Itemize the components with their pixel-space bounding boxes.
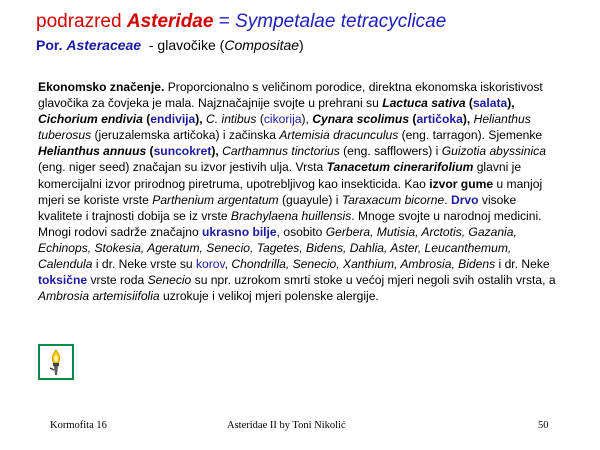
- highlight-term: ukrasno bilje: [202, 224, 277, 239]
- body-text-segment: su npr. uzrokom smrti stoke u većoj mjeri negoli svih ostalih vrsta, a: [191, 273, 556, 288]
- bold-text: izvor gume: [429, 176, 494, 191]
- taxon-name: Lactuca sativa: [382, 96, 466, 111]
- slide-subtitle: [36, 36, 304, 54]
- bold-text: Ekonomsko značenje.: [38, 80, 165, 94]
- bold-text: ),: [211, 144, 219, 159]
- body-text-segment: (guayule) i: [278, 192, 342, 207]
- highlight-term: Drvo: [450, 192, 479, 207]
- subtitle-common-name: - glavočike (: [148, 37, 225, 53]
- body-text-segment: .: [444, 192, 451, 207]
- taxon-name: Tanacetum cinerarifolium: [326, 160, 474, 175]
- slide-title: [36, 11, 446, 33]
- subtitle-rank: Por.: [36, 37, 63, 53]
- body-text-segment: i dr. Neke: [495, 257, 550, 272]
- highlight-term: suncokret: [153, 144, 212, 159]
- taxon-name: Chondrilla, Senecio, Xanthium, Ambrosia, Bidens: [231, 257, 496, 272]
- taxon-name: Ambrosia artemisiifolia: [38, 289, 160, 304]
- body-text-segment: (eng. niger seed) značajan su izvor jestivih ulja. Vrsta: [38, 160, 327, 175]
- taxon-name: Guizotia abyssinica: [441, 144, 546, 159]
- taxon-name: Senecio: [147, 273, 192, 288]
- taxon-name: Gerbera, Mutisia, Arctotis, Gazania, Echinops, Stokesia, Ageratum, Senecio, Tagetes, Bidens, Dahlia, Aster, Leucanthemum, Calendula: [38, 224, 517, 272]
- body-text-segment: visoke kvalitete i trajnosti dobija se iz vrste: [38, 192, 517, 223]
- body-text-segment: (jeruzalemska artičoka) i začinska: [91, 128, 280, 143]
- bold-text: ),: [507, 96, 515, 111]
- taxon-name: Cynara scolimus: [312, 112, 410, 127]
- body-text-segment: ,: [224, 257, 232, 272]
- body-text-segment: (eng. tarragon). Sjemenke: [398, 128, 543, 143]
- body-text-segment: vrste roda: [87, 273, 148, 288]
- title-equals: =: [213, 11, 236, 32]
- bold-text: ),: [195, 112, 203, 127]
- body-text-segment: uzrokuje i velikoj mjeri polenske alergije.: [159, 289, 379, 304]
- taxon-name: Helianthus annuus: [38, 144, 147, 159]
- taxon-name: Artemisia dracunculus: [279, 128, 399, 143]
- taxon-name: Parthenium argentatum: [152, 192, 279, 207]
- bold-text: ),: [462, 112, 471, 127]
- taxon-name: C. intibus: [206, 112, 257, 127]
- bold-text: (: [146, 144, 154, 159]
- footer-course: Kormofita 16: [50, 420, 107, 431]
- body-text-segment: . Mnoge svojte u narodnoj medicini. Mnogi rodovi sadrže značajno: [38, 208, 542, 239]
- body-text-segment: glavni je komercijalni izvor prirodnog piretruma, upotrebljivog kao insekticida. Kao: [38, 160, 522, 191]
- nav-button[interactable]: [38, 344, 74, 380]
- title-synonym: Sympetalae tetracyclicae: [235, 11, 447, 32]
- highlight-term: salata: [472, 96, 508, 111]
- body-paragraph: [38, 79, 562, 304]
- taxon-name: Brachylaena huillensis: [230, 208, 352, 223]
- subtitle-close: ): [299, 37, 304, 53]
- body-text-segment: i dr. Neke vrste su: [92, 257, 196, 272]
- body-text-segment: (: [256, 112, 264, 127]
- title-rank: podrazred: [36, 11, 122, 32]
- highlight-term: artičoka: [416, 112, 463, 127]
- taxon-name: Cichorium endivia: [38, 112, 143, 127]
- highlight-term: korov: [195, 257, 225, 272]
- footer-page-number: 50: [538, 420, 549, 431]
- subtitle-synonym: Compositae: [224, 37, 300, 53]
- subtitle-family: Asteraceae: [66, 37, 142, 53]
- highlight-term: endivija: [150, 112, 196, 127]
- bold-text: (: [142, 112, 151, 127]
- body-text-segment: (eng. safflowers) i: [339, 144, 442, 159]
- taxon-name: Taraxacum bicorne: [341, 192, 445, 207]
- taxon-name: Carthamnus tinctorius: [222, 144, 340, 159]
- torch-icon: [40, 346, 72, 378]
- bold-text: (: [409, 112, 417, 127]
- body-text-segment: , osobito: [276, 224, 326, 239]
- title-taxon: Asteridae: [126, 11, 214, 32]
- body-text-segment: u manjoj mjeri se koriste vrste: [38, 176, 543, 207]
- highlight-term: toksične: [38, 273, 88, 288]
- taxon-name: Helianthus tuberosus: [38, 112, 531, 143]
- footer-author: Asteridae II by Toni Nikolić: [227, 420, 346, 431]
- body-text-segment: ),: [301, 112, 313, 127]
- body-text-segment: Proporcionalno s veličinom porodice, direktna ekonomska iskoristivost glavočika za čovjeka je mala. Najznačajnije svojte u prehrani su: [38, 80, 543, 111]
- highlight-term: cikorija: [263, 112, 302, 127]
- bold-text: (: [465, 96, 473, 111]
